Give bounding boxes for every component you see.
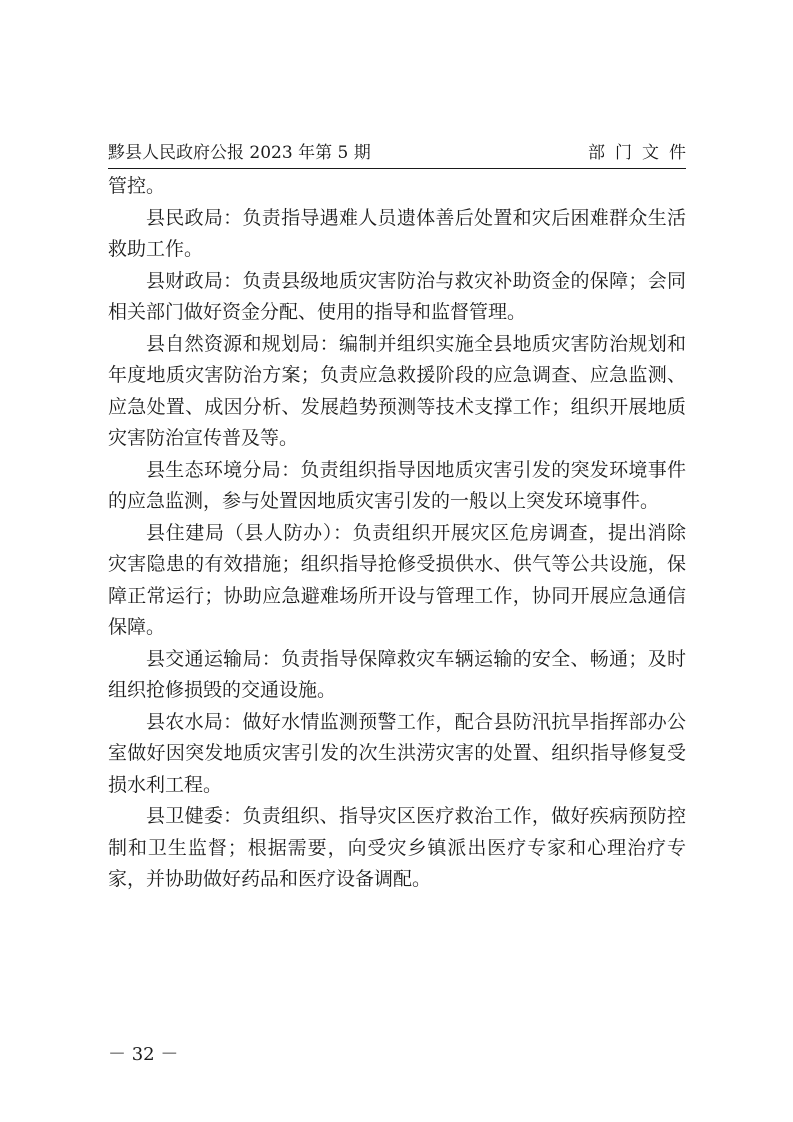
paragraph-line: 县交通运输局：负责指导保障救灾车辆运输的安全、畅通；及时组 <box>108 647 686 701</box>
paragraph-line: 常运行；协助应急避难场所开设与管理工作，协同开展应急通信保障。 <box>108 584 686 638</box>
paragraph-line: 治宣传普及等。 <box>165 427 299 449</box>
paragraph-1 <box>108 171 686 203</box>
publication-title: 黟县人民政府公报 2023 年第 5 期 <box>108 143 371 163</box>
page-number: － 32 － <box>108 1044 179 1065</box>
paragraph-line: 利工程。 <box>146 773 223 796</box>
paragraph-line: 助工作。 <box>127 238 204 260</box>
paragraph-line: 县民政局：负责指导遇难人员遗体善后处置和灾后困难群众生活救 <box>108 206 686 260</box>
paragraph-line: 处置、成因分析、发展趋势预测等技术支撑工作；组织开展地质灾害防 <box>108 395 686 449</box>
paragraph-line: 管控。 <box>108 175 166 197</box>
paragraph-line: 县生态环境分局：负责组织指导因地质灾害引发的突发环境事件的 <box>108 458 686 512</box>
paragraph-line: 和卫生监督；根据需要，向受灾乡镇派出医疗专家和心理治疗专家，并 <box>108 836 686 890</box>
paragraph-line: 协助做好药品和医疗设备调配。 <box>165 868 432 890</box>
section-label: 部门文件 <box>588 143 696 163</box>
page-header <box>108 142 696 164</box>
paragraph-housing-construction <box>108 518 686 644</box>
paragraph-ecology-environment <box>108 455 686 518</box>
paragraph-transportation <box>108 644 686 707</box>
paragraph-line: 度地质灾害防治方案；负责应急救援阶段的应急调查、应急监测、应急 <box>108 364 686 418</box>
paragraph-finance <box>108 266 686 329</box>
paragraph-natural-resources <box>108 329 686 455</box>
paragraph-line: 关部门做好资金分配、使用的指导和监督管理。 <box>127 301 527 323</box>
paragraph-line: 应急监测，参与处置因地质灾害引发的一般以上突发环境事件。 <box>127 490 660 512</box>
paragraph-line: 做好因突发地质灾害引发的次生洪涝灾害的处置、组织指导修复受损水 <box>108 742 686 796</box>
paragraph-line: 县自然资源和规划局：编制并组织实施全县地质灾害防治规划和年 <box>108 332 686 386</box>
paragraph-line: 害隐患的有效措施；组织指导抢修受损供水、供气等公共设施，保障正 <box>108 553 686 607</box>
paragraph-line: 县农水局：做好水情监测预警工作，配合县防汛抗旱指挥部办公室 <box>108 710 686 764</box>
document-body <box>108 171 686 896</box>
paragraph-agriculture-water <box>108 707 686 802</box>
paragraph-line: 县财政局：负责县级地质灾害防治与救灾补助资金的保障；会同相 <box>108 269 686 323</box>
header-divider <box>108 168 686 169</box>
paragraph-health-commission <box>108 801 686 896</box>
paragraph-line: 县卫健委：负责组织、指导灾区医疗救治工作，做好疾病预防控制 <box>108 805 686 859</box>
paragraph-civil-affairs <box>108 203 686 266</box>
paragraph-line: 织抢修损毁的交通设施。 <box>127 679 337 701</box>
paragraph-line: 县住建局（县人防办）：负责组织开展灾区危房调查，提出消除灾 <box>108 521 686 575</box>
